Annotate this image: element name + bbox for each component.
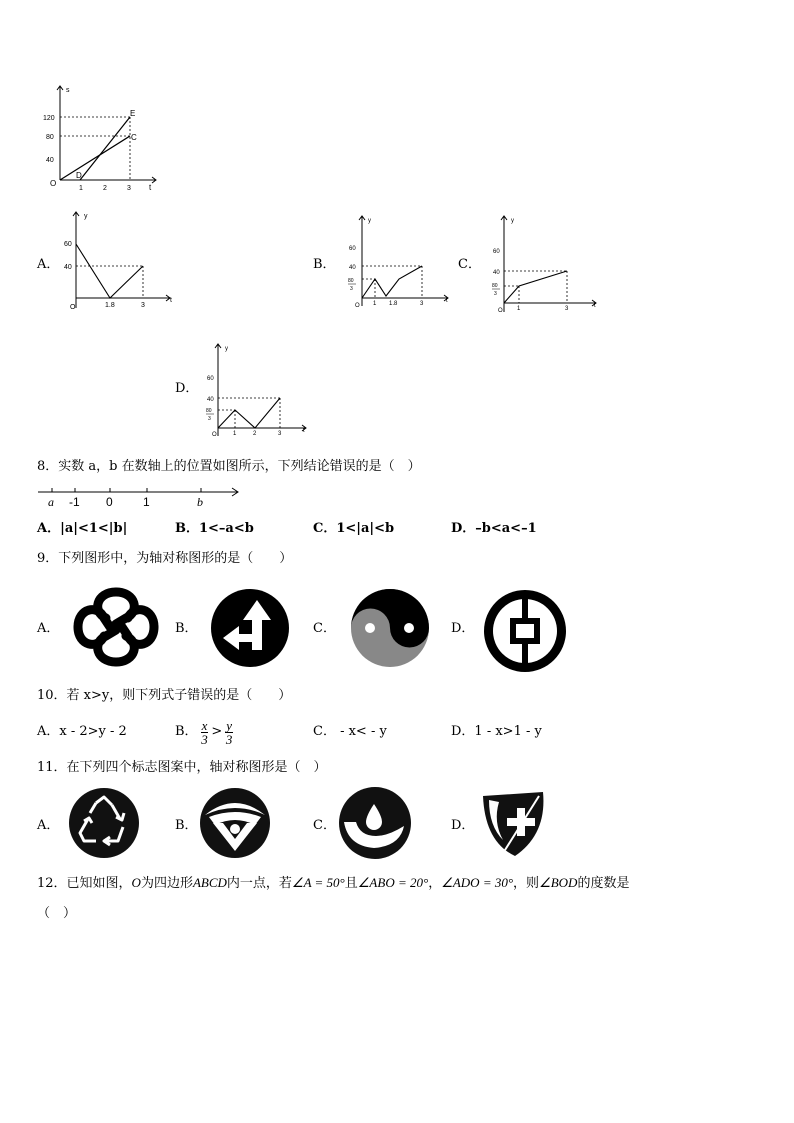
point-d-label: D [76, 171, 82, 180]
option-a-graph [58, 208, 188, 318]
numberline-a: a [48, 495, 54, 509]
svg-text:80: 80 [206, 408, 212, 414]
svg-text:1.8: 1.8 [105, 302, 115, 309]
svg-text:t: t [594, 303, 596, 309]
q8-option-d: D．–b<a<–1 [451, 521, 537, 536]
q9-bank-logo-icon [483, 589, 567, 673]
point-c-label: C [131, 133, 137, 142]
option-b-letter: B． [313, 257, 336, 272]
q11-water-drop-icon [338, 786, 412, 860]
svg-text:60: 60 [493, 249, 500, 255]
svg-text:3: 3 [278, 431, 282, 437]
q9-arrow-sign-icon [209, 588, 291, 668]
svg-text:80: 80 [492, 283, 498, 289]
q8-option-b: B．1<–a<b [175, 521, 254, 536]
svg-text:1: 1 [233, 431, 237, 437]
svg-text:2: 2 [253, 431, 257, 437]
q9-letter-b: B． [175, 621, 198, 636]
option-c-letter: C． [458, 257, 481, 272]
svg-text:3: 3 [350, 286, 353, 292]
y-tick-120: 120 [43, 115, 55, 122]
option-d-graph [200, 340, 312, 440]
x-tick-1: 1 [79, 185, 83, 192]
svg-text:3: 3 [141, 302, 145, 309]
svg-text:40: 40 [64, 264, 72, 271]
numberline-0: 0 [106, 495, 113, 509]
svg-text:O: O [498, 308, 503, 314]
q8-stem: 8．实数 a，b 在数轴上的位置如图所示，下列结论错误的是（ ） [37, 459, 421, 474]
svg-text:y: y [84, 213, 88, 220]
q11-letter-d: D． [451, 818, 475, 833]
y-tick-40: 40 [46, 157, 54, 164]
point-e-label: E [130, 109, 136, 118]
option-b-graph [338, 212, 456, 312]
numberline-b: b [197, 495, 203, 509]
svg-text:40: 40 [349, 265, 356, 271]
top-distance-time-graph [34, 80, 164, 195]
svg-text:O: O [70, 304, 76, 311]
svg-text:t: t [446, 298, 448, 304]
svg-text:60: 60 [349, 246, 356, 252]
q10-op: > [211, 724, 223, 739]
q9-stem: 9．下列图形中，为轴对称图形的是（ ） [37, 551, 293, 566]
q12-answer-paren: （ ） [37, 906, 77, 921]
svg-text:1.8: 1.8 [389, 301, 398, 307]
q10-frac-right: $\frac{y}{3}$ [225, 717, 233, 747]
numberline-1: 1 [143, 495, 150, 509]
y-tick-80: 80 [46, 134, 54, 141]
q11-stem: 11．在下列四个标志图案中，轴对称图形是（ ） [37, 760, 327, 775]
q8-option-a: A．|a|<1<|b| [37, 521, 128, 536]
svg-text:80: 80 [348, 278, 354, 284]
svg-text:O: O [355, 303, 360, 309]
svg-text:1: 1 [373, 301, 377, 307]
q11-v-badge-icon [199, 787, 271, 859]
x-tick-2: 2 [103, 185, 107, 192]
q9-yinyang-icon [349, 588, 431, 668]
numberline-minus1: -1 [69, 495, 80, 509]
q11-recycle-icon [68, 787, 140, 859]
svg-text:y: y [368, 218, 371, 224]
s-axis-label: s [66, 87, 70, 94]
option-c-graph [484, 212, 602, 316]
q10-option-a: A．x - 2>y - 2 [37, 724, 127, 739]
q9-knot-logo-icon [70, 584, 162, 670]
svg-text:3: 3 [494, 291, 497, 297]
q11-cross-shield-icon [475, 786, 549, 860]
svg-text:60: 60 [64, 241, 72, 248]
x-tick-3: 3 [127, 185, 131, 192]
svg-text:1: 1 [517, 306, 521, 312]
svg-text:60: 60 [207, 376, 214, 382]
option-a-letter: A． [37, 257, 60, 272]
origin-label: O [50, 179, 57, 188]
q12-stem: 12．已知如图，O为四边形ABCD内一点，若∠A = 50°且∠ABO = 20°，∠ADO = 30°，则∠BOD的度数是 [37, 875, 630, 891]
svg-text:3: 3 [208, 416, 211, 422]
q10-option-b-letter: B． [175, 724, 198, 739]
svg-text:3: 3 [565, 306, 569, 312]
q10-option-c: C． - x< - y [313, 724, 387, 739]
svg-text:40: 40 [493, 270, 500, 276]
svg-text:3: 3 [420, 301, 424, 307]
svg-text:40: 40 [207, 397, 214, 403]
q10-stem: 10．若 x>y，则下列式子错误的是（ ） [37, 688, 292, 703]
q8-number-line [36, 482, 246, 512]
svg-text:y: y [225, 346, 228, 352]
q9-letter-c: C． [313, 621, 336, 636]
t-axis-label: t [149, 183, 152, 192]
q11-letter-c: C． [313, 818, 336, 833]
q11-letter-a: A． [37, 818, 60, 833]
q9-letter-a: A． [37, 621, 60, 636]
q10-option-b [175, 712, 233, 752]
svg-text:O: O [212, 432, 217, 438]
svg-text:y: y [511, 218, 514, 224]
q10-option-d: D．1 - x>1 - y [451, 724, 542, 739]
q11-letter-b: B． [175, 818, 198, 833]
svg-text:t: t [303, 428, 305, 434]
option-d-letter: D． [175, 381, 199, 396]
q10-frac-left: $\frac{x}{3}$ [201, 717, 208, 747]
q8-option-c: C．1<|a|<b [313, 521, 395, 536]
svg-text:t: t [170, 297, 172, 304]
q9-letter-d: D． [451, 621, 475, 636]
